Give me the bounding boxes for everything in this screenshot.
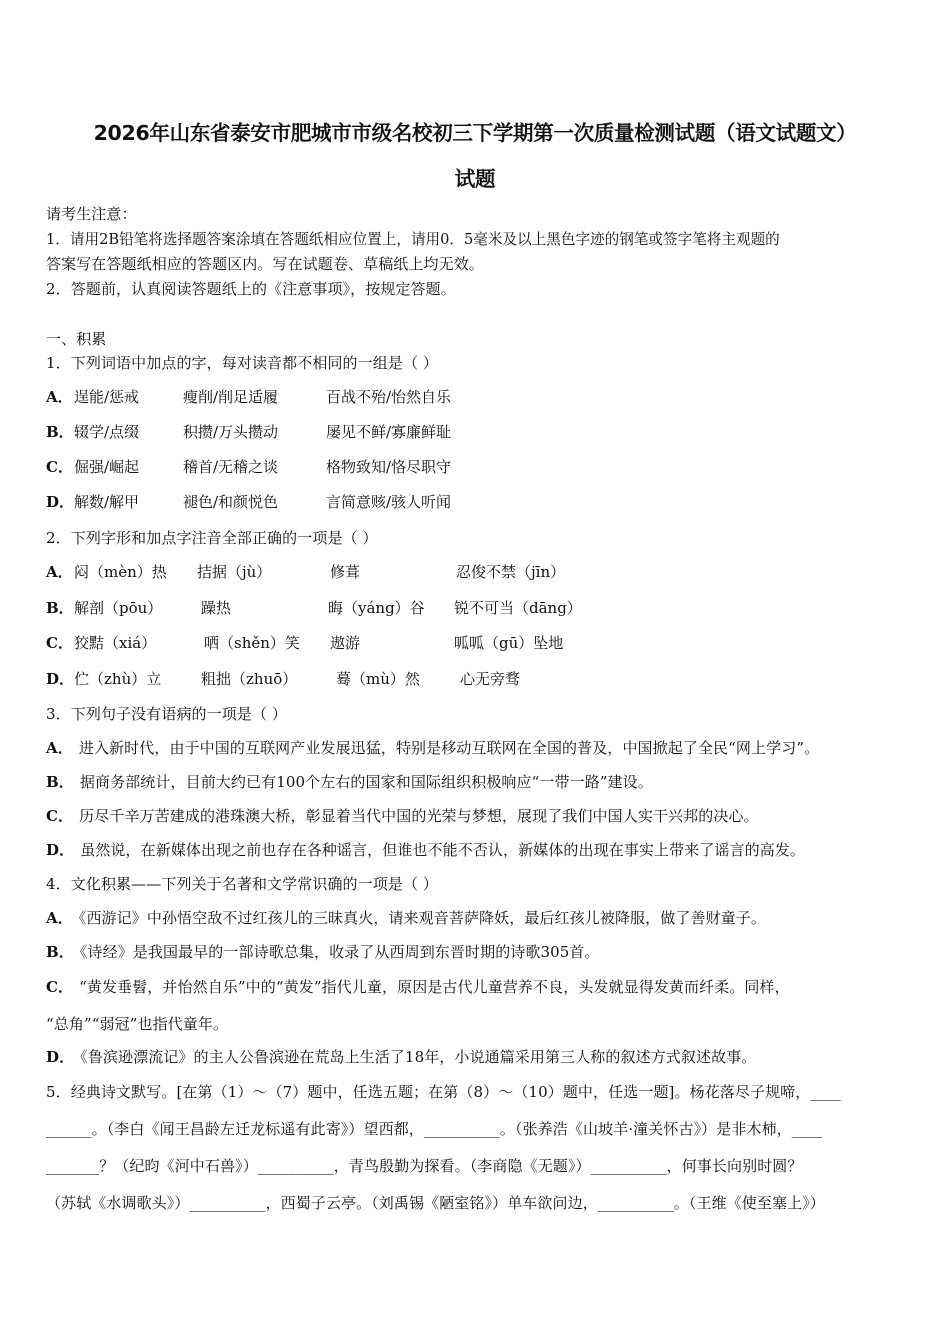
option-label: C． [46,978,74,996]
question-4-option-a [46,907,766,928]
option-label: A． [46,909,73,927]
option-item: 格物致知/恪尽职守 [326,458,452,476]
option-item: 瘦削/削足适履 [183,388,279,406]
option-item: 拮据（jù） [197,563,272,581]
option-item: 辍学/点缀 [74,423,140,441]
question-1-stem: 1．下列词语中加点的字，每对读音都不相同的一组是（ ） [46,354,439,372]
option-label: C． [46,458,73,476]
option-text: 据商务部统计，目前大约已有100个左右的国家和国际组织积极响应“一带一路”建设。 [79,773,653,791]
option-item: 伫（zhù）立 [74,670,162,688]
option-item: 狡黠（xiá） [74,634,157,652]
option-label: A． [46,563,73,581]
option-item: 蓦（mù）然 [336,670,420,688]
option-item: 褪色/和颜悦色 [183,493,279,511]
notice-heading: 请考生注意： [46,205,137,223]
option-item: 忍俊不禁（jīn） [456,563,566,581]
option-item: 屡见不鲜/寡廉鲜耻 [326,423,452,441]
question-5-line-1: 5．经典诗文默写。[在第（1）～（7）题中，任选五题；在第（8）～（10）题中，任选一题]。杨花落尽子规啼，____ [46,1083,841,1101]
page-title: 2026年山东省泰安市肥城市市级名校初三下学期第一次质量检测试题（语文试题文） [93,121,857,145]
option-text: 《鲁滨逊漂流记》的主人公鲁滨逊在荒岛上生活了18年，小说通篇采用第三人称的叙述方式叙述故事。 [80,1048,757,1066]
question-5-line-2: ______。（李白《闻王昌龄左迁龙标遥有此寄》）望西都，__________。（张养浩《山坡羊·潼关怀古》）是非木柿，____ [46,1120,823,1138]
question-5-line-3: _______？（纪昀《河中石兽》）__________，青鸟殷勤为探看。（李商隐《无题》）__________，何事长向别时圆？ [46,1157,803,1175]
option-item: 闷（mèn）热 [74,563,167,581]
question-3-option-a [46,737,819,758]
option-item: 晦（yáng）谷 [328,599,425,617]
option-text: 《西游记》中孙悟空敌不过红孩儿的三昧真火，请来观音菩萨降妖，最后红孩儿被降服，做了善财童子。 [78,909,766,927]
option-label: B． [46,423,74,441]
question-4-option-b [46,941,600,962]
question-4-option-d [46,1046,756,1067]
question-3-option-c [46,805,759,826]
option-text: “黄发垂髫，并怡然自乐”中的“黄发”指代儿童，原因是古代儿童营养不良，头发就显得发黄而纤柔。同样， [79,978,790,996]
option-item: 言简意赅/骇人听闻 [326,493,452,511]
question-4-option-c [46,976,790,997]
question-4-option-c-continued: “总角”“弱冠”也指代童年。 [46,1015,229,1033]
option-item: 倔强/崛起 [74,458,140,476]
option-item: 呱呱（gū）坠地 [454,634,564,652]
option-item: 锐不可当（dāng） [454,599,582,617]
option-item: 积攒/万头攒动 [183,423,279,441]
question-2-stem: 2．下列字形和加点字注音全部正确的一项是（ ） [46,529,378,547]
option-item: 逞能/惩戒 [74,388,140,406]
notice-item-1: 1．请用2B铅笔将选择题答案涂填在答题纸相应位置上，请用0．5毫米及以上黑色字迹的钢笔或签字笔将主观题的 [46,231,780,248]
notice-item-2: 2．答题前，认真阅读答题纸上的《注意事项》，按规定答题。 [46,280,456,298]
option-item: 解数/解甲 [74,493,140,511]
option-item: 心无旁骛 [460,670,521,688]
option-item: 粗拙（zhuō） [201,670,298,688]
option-label: B． [46,599,74,617]
question-3-stem: 3．下列句子没有语病的一项是（ ） [46,705,288,723]
option-label: A． [46,739,73,757]
question-3-option-d [46,839,805,860]
section-heading: 一、积累 [46,330,107,348]
option-label: B． [46,943,74,961]
option-label: D． [46,841,75,859]
option-text: 历尽千辛万苦建成的港珠澳大桥，彰显着当代中国的光荣与梦想，展现了我们中国人实干兴邦的决心。 [79,807,759,825]
option-text: 进入新时代，由于中国的互联网产业发展迅猛，特别是移动互联网在全国的普及，中国掀起了全民“网上学习”。 [78,739,820,757]
question-3-option-b [46,771,653,792]
option-item: 哂（shěn）笑 [204,634,300,652]
question-4-stem: 4．文化积累——下列关于名著和文学常识确的一项是（ ） [46,875,439,893]
option-label: D． [46,670,75,688]
option-label: C． [46,634,73,652]
option-item: 解剖（pōu） [74,599,163,617]
option-item: 百战不殆/怡然自乐 [326,388,452,406]
option-item: 躁热 [201,599,232,617]
option-label: A． [46,388,73,406]
question-5-line-4: （苏轼《水调歌头》）__________，西蜀子云亭。（刘禹锡《陋室铭》）单车欲问边，__________。（王维《使至塞上》） [46,1194,825,1212]
option-text: 虽然说，在新媒体出现之前也存在各种谣言，但谁也不能不否认，新媒体的出现在事实上带来了谣言的高发。 [80,841,806,859]
option-item: 遨游 [330,634,361,652]
option-label: D． [46,493,75,511]
option-text: 《诗经》是我国最早的一部诗歌总集，收录了从西周到东晋时期的诗歌305首。 [79,943,600,961]
notice-item-1-continued: 答案写在答题纸相应的答题区内。写在试题卷、草稿纸上均无效。 [46,255,484,273]
option-label: B． [46,773,74,791]
option-label: D． [46,1048,75,1066]
option-item: 修葺 [330,563,361,581]
option-item: 稽首/无稽之谈 [183,458,279,476]
page-title-continued: 试题 [454,167,496,191]
option-label: C． [46,807,74,825]
